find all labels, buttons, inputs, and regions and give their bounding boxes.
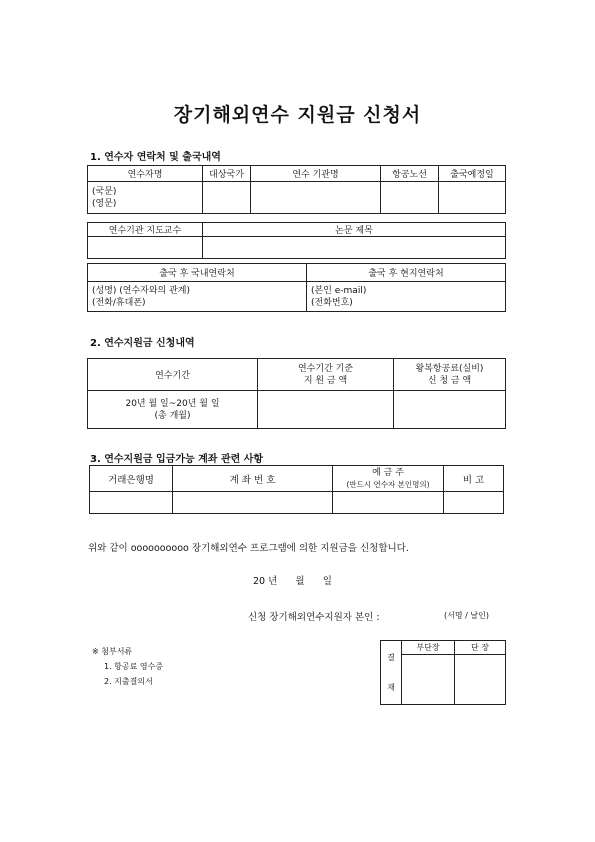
applicant-label: 신청 장기해외연수지원자 본인 : xyxy=(248,612,380,623)
header-airfare-amount: 왕복항공료(실비) 신 청 금 액 xyxy=(394,359,506,391)
section2-heading: 2. 연수지원금 신청내역 xyxy=(90,338,195,349)
korean-name-label: (국문) xyxy=(92,186,117,197)
local-email-label: (본인 e-mail) xyxy=(311,285,367,296)
period-range-label: 20년 월 일~20년 월 일 xyxy=(125,398,220,409)
attachments-heading: ※ 첨부서류 xyxy=(92,647,133,656)
header-thesis-title: 논문 제목 xyxy=(203,223,506,237)
air-route-cell[interactable] xyxy=(381,182,439,214)
bank-name-cell[interactable] xyxy=(90,492,173,514)
date-line: 20 년 월 일 xyxy=(253,576,332,587)
support-amount-cell[interactable] xyxy=(258,391,394,429)
departure-date-cell[interactable] xyxy=(439,182,506,214)
header-air-route: 항공노선 xyxy=(381,166,439,182)
header-director: 단 장 xyxy=(455,641,506,655)
trainee-name-cell[interactable] xyxy=(88,182,203,214)
training-period-cell[interactable] xyxy=(88,391,258,429)
header-institution: 연수 기관명 xyxy=(251,166,381,182)
advisor-table xyxy=(87,222,506,259)
account-holder-note: (반드시 연수자 본인명의) xyxy=(346,479,430,489)
bank-account-table xyxy=(89,465,504,514)
advisor-cell[interactable] xyxy=(88,237,203,259)
local-phone-label: (전화번호) xyxy=(311,297,353,308)
local-contact-cell[interactable] xyxy=(307,282,506,312)
director-sign-cell[interactable] xyxy=(455,655,506,705)
page-title: 장기해외연수 지원금 신청서 xyxy=(173,104,422,126)
account-holder-cell[interactable] xyxy=(333,492,444,514)
domestic-name-relation-label: (성명) (연수자와의 관계) xyxy=(92,285,191,296)
attachment-item: 1. 항공료 영수증 xyxy=(104,662,164,671)
header-account-holder: 예 금 주 (반드시 연수자 본인명의) xyxy=(333,466,444,492)
institution-cell[interactable] xyxy=(251,182,381,214)
remarks-cell[interactable] xyxy=(444,492,504,514)
contact-table xyxy=(87,165,506,214)
header-bank-name: 거래은행명 xyxy=(90,466,173,492)
header-local-contact: 출국 후 현지연락처 xyxy=(307,264,506,282)
thesis-title-cell[interactable] xyxy=(203,237,506,259)
approval-box xyxy=(380,640,506,705)
header-trainee-name: 연수자명 xyxy=(88,166,203,182)
support-request-table xyxy=(87,358,506,429)
sign-placeholder[interactable]: (서명 / 날인) xyxy=(444,611,489,620)
target-country-cell[interactable] xyxy=(203,182,251,214)
header-training-period: 연수기간 xyxy=(88,359,258,391)
account-number-cell[interactable] xyxy=(173,492,333,514)
approval-side-label: 결 재 xyxy=(381,641,402,705)
section1-heading: 1. 연수자 연락처 및 출국내역 xyxy=(90,152,221,163)
header-advisor: 연수기관 지도교수 xyxy=(88,223,203,237)
domestic-contact-cell[interactable] xyxy=(88,282,307,312)
deputy-director-sign-cell[interactable] xyxy=(402,655,455,705)
header-domestic-contact: 출국 후 국내연락처 xyxy=(88,264,307,282)
airfare-amount-cell[interactable] xyxy=(394,391,506,429)
header-target-country: 대상국가 xyxy=(203,166,251,182)
header-departure-date: 출국예정일 xyxy=(439,166,506,182)
attachment-item: 2. 지출결의서 xyxy=(104,677,153,686)
domestic-phone-label: (전화/휴대폰) xyxy=(92,297,146,308)
application-statement: 위와 같이 oooooooooo 장기해외연수 프로그램에 의한 지원금을 신청합니다. xyxy=(88,543,409,554)
section3-heading: 3. 연수지원금 입금가능 계좌 관련 사항 xyxy=(90,454,264,465)
header-support-amount: 연수기간 기준 지 원 금 액 xyxy=(258,359,394,391)
period-months-label: (총 개월) xyxy=(154,410,191,421)
contact-after-departure-table xyxy=(87,263,506,312)
header-remarks: 비 고 xyxy=(444,466,504,492)
header-account-number: 계 좌 번 호 xyxy=(173,466,333,492)
english-name-label: (영문) xyxy=(92,198,117,209)
header-deputy-director: 부단장 xyxy=(402,641,455,655)
